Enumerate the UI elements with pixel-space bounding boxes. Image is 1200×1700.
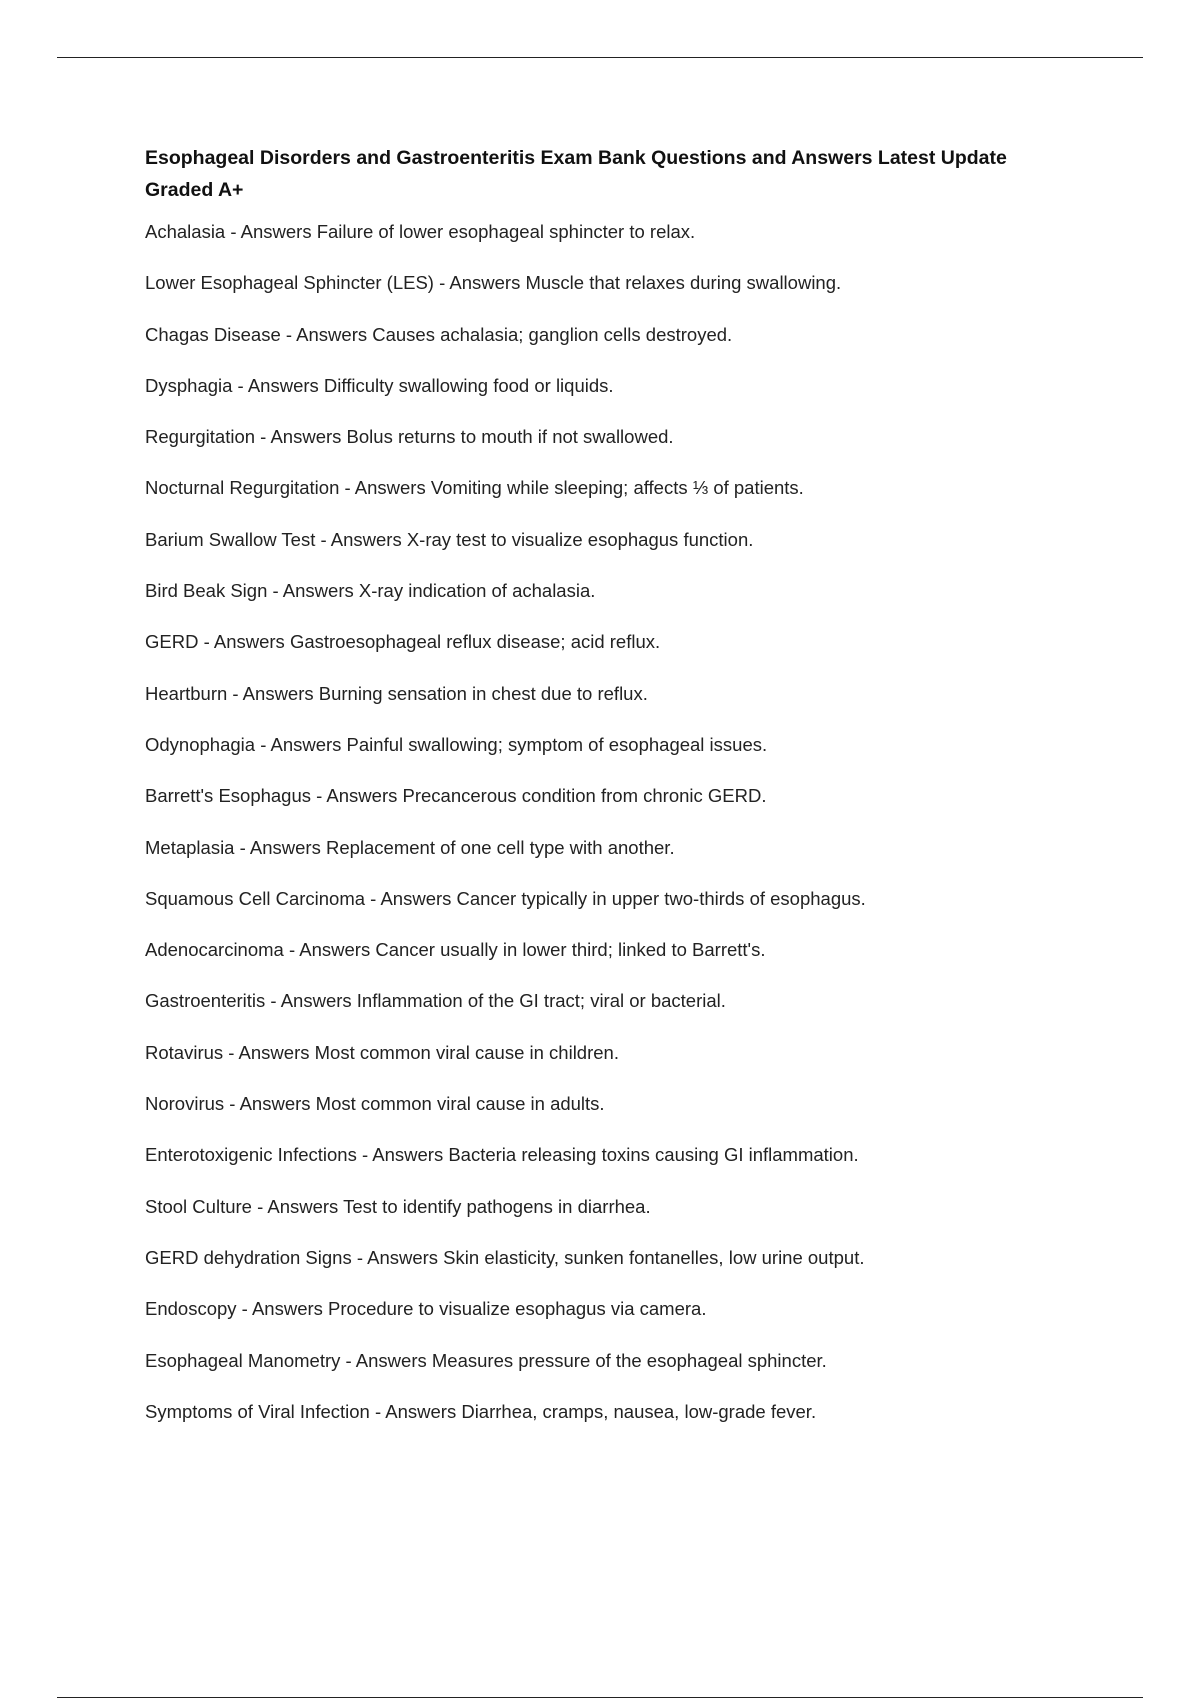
- bottom-divider: [57, 1697, 1143, 1698]
- qa-list: [145, 221, 1075, 1452]
- qa-entry: Esophageal Manometry - Answers Measures pressure of the esophageal sphincter.: [145, 1349, 827, 1371]
- qa-entry: Achalasia - Answers Failure of lower esophageal sphincter to relax.: [145, 221, 696, 242]
- qa-entry: Adenocarcinoma - Answers Cancer usually in lower third; linked to Barrett's.: [145, 939, 766, 961]
- qa-entry: Odynophagia - Answers Painful swallowing; symptom of esophageal issues.: [145, 733, 768, 755]
- qa-entry: Endoscopy - Answers Procedure to visualize esophagus via camera.: [145, 1298, 707, 1320]
- qa-entry: Gastroenteritis - Answers Inflammation of the GI tract; viral or bacterial.: [145, 990, 726, 1012]
- qa-entry: Chagas Disease - Answers Causes achalasia; ganglion cells destroyed.: [145, 323, 733, 345]
- qa-entry: Symptoms of Viral Infection - Answers Diarrhea, cramps, nausea, low-grade fever.: [145, 1400, 817, 1422]
- qa-entry: Regurgitation - Answers Bolus returns to mouth if not swallowed.: [145, 426, 674, 448]
- qa-entry: GERD - Answers Gastroesophageal reflux disease; acid reflux.: [145, 631, 661, 653]
- qa-entry: Stool Culture - Answers Test to identify pathogens in diarrhea.: [145, 1195, 651, 1217]
- qa-entry: Norovirus - Answers Most common viral cause in adults.: [145, 1093, 605, 1115]
- qa-entry: Barium Swallow Test - Answers X-ray test to visualize esophagus function.: [145, 528, 754, 550]
- qa-entry: Dysphagia - Answers Difficulty swallowing food or liquids.: [145, 374, 614, 396]
- qa-entry: Squamous Cell Carcinoma - Answers Cancer typically in upper two-thirds of esophagus.: [145, 887, 866, 909]
- document-title: Esophageal Disorders and Gastroenteritis Exam Bank Questions and Answers Latest Update Graded A+: [145, 147, 1007, 201]
- document-body: [145, 142, 1075, 1452]
- qa-entry: Lower Esophageal Sphincter (LES) - Answers Muscle that relaxes during swallowing.: [145, 272, 842, 294]
- qa-entry: Enterotoxigenic Infections - Answers Bacteria releasing toxins causing GI inflammation.: [145, 1144, 859, 1166]
- qa-entry: Heartburn - Answers Burning sensation in chest due to reflux.: [145, 682, 648, 704]
- qa-entry: Nocturnal Regurgitation - Answers Vomiting while sleeping; affects ⅓ of patients.: [145, 477, 804, 499]
- qa-entry: Bird Beak Sign - Answers X-ray indication of achalasia.: [145, 580, 596, 602]
- top-divider: [57, 57, 1143, 58]
- qa-entry: GERD dehydration Signs - Answers Skin elasticity, sunken fontanelles, low urine output.: [145, 1246, 865, 1268]
- qa-entry: Rotavirus - Answers Most common viral cause in children.: [145, 1041, 619, 1063]
- qa-entry: Barrett's Esophagus - Answers Precancerous condition from chronic GERD.: [145, 785, 767, 807]
- qa-entry: Metaplasia - Answers Replacement of one cell type with another.: [145, 836, 675, 858]
